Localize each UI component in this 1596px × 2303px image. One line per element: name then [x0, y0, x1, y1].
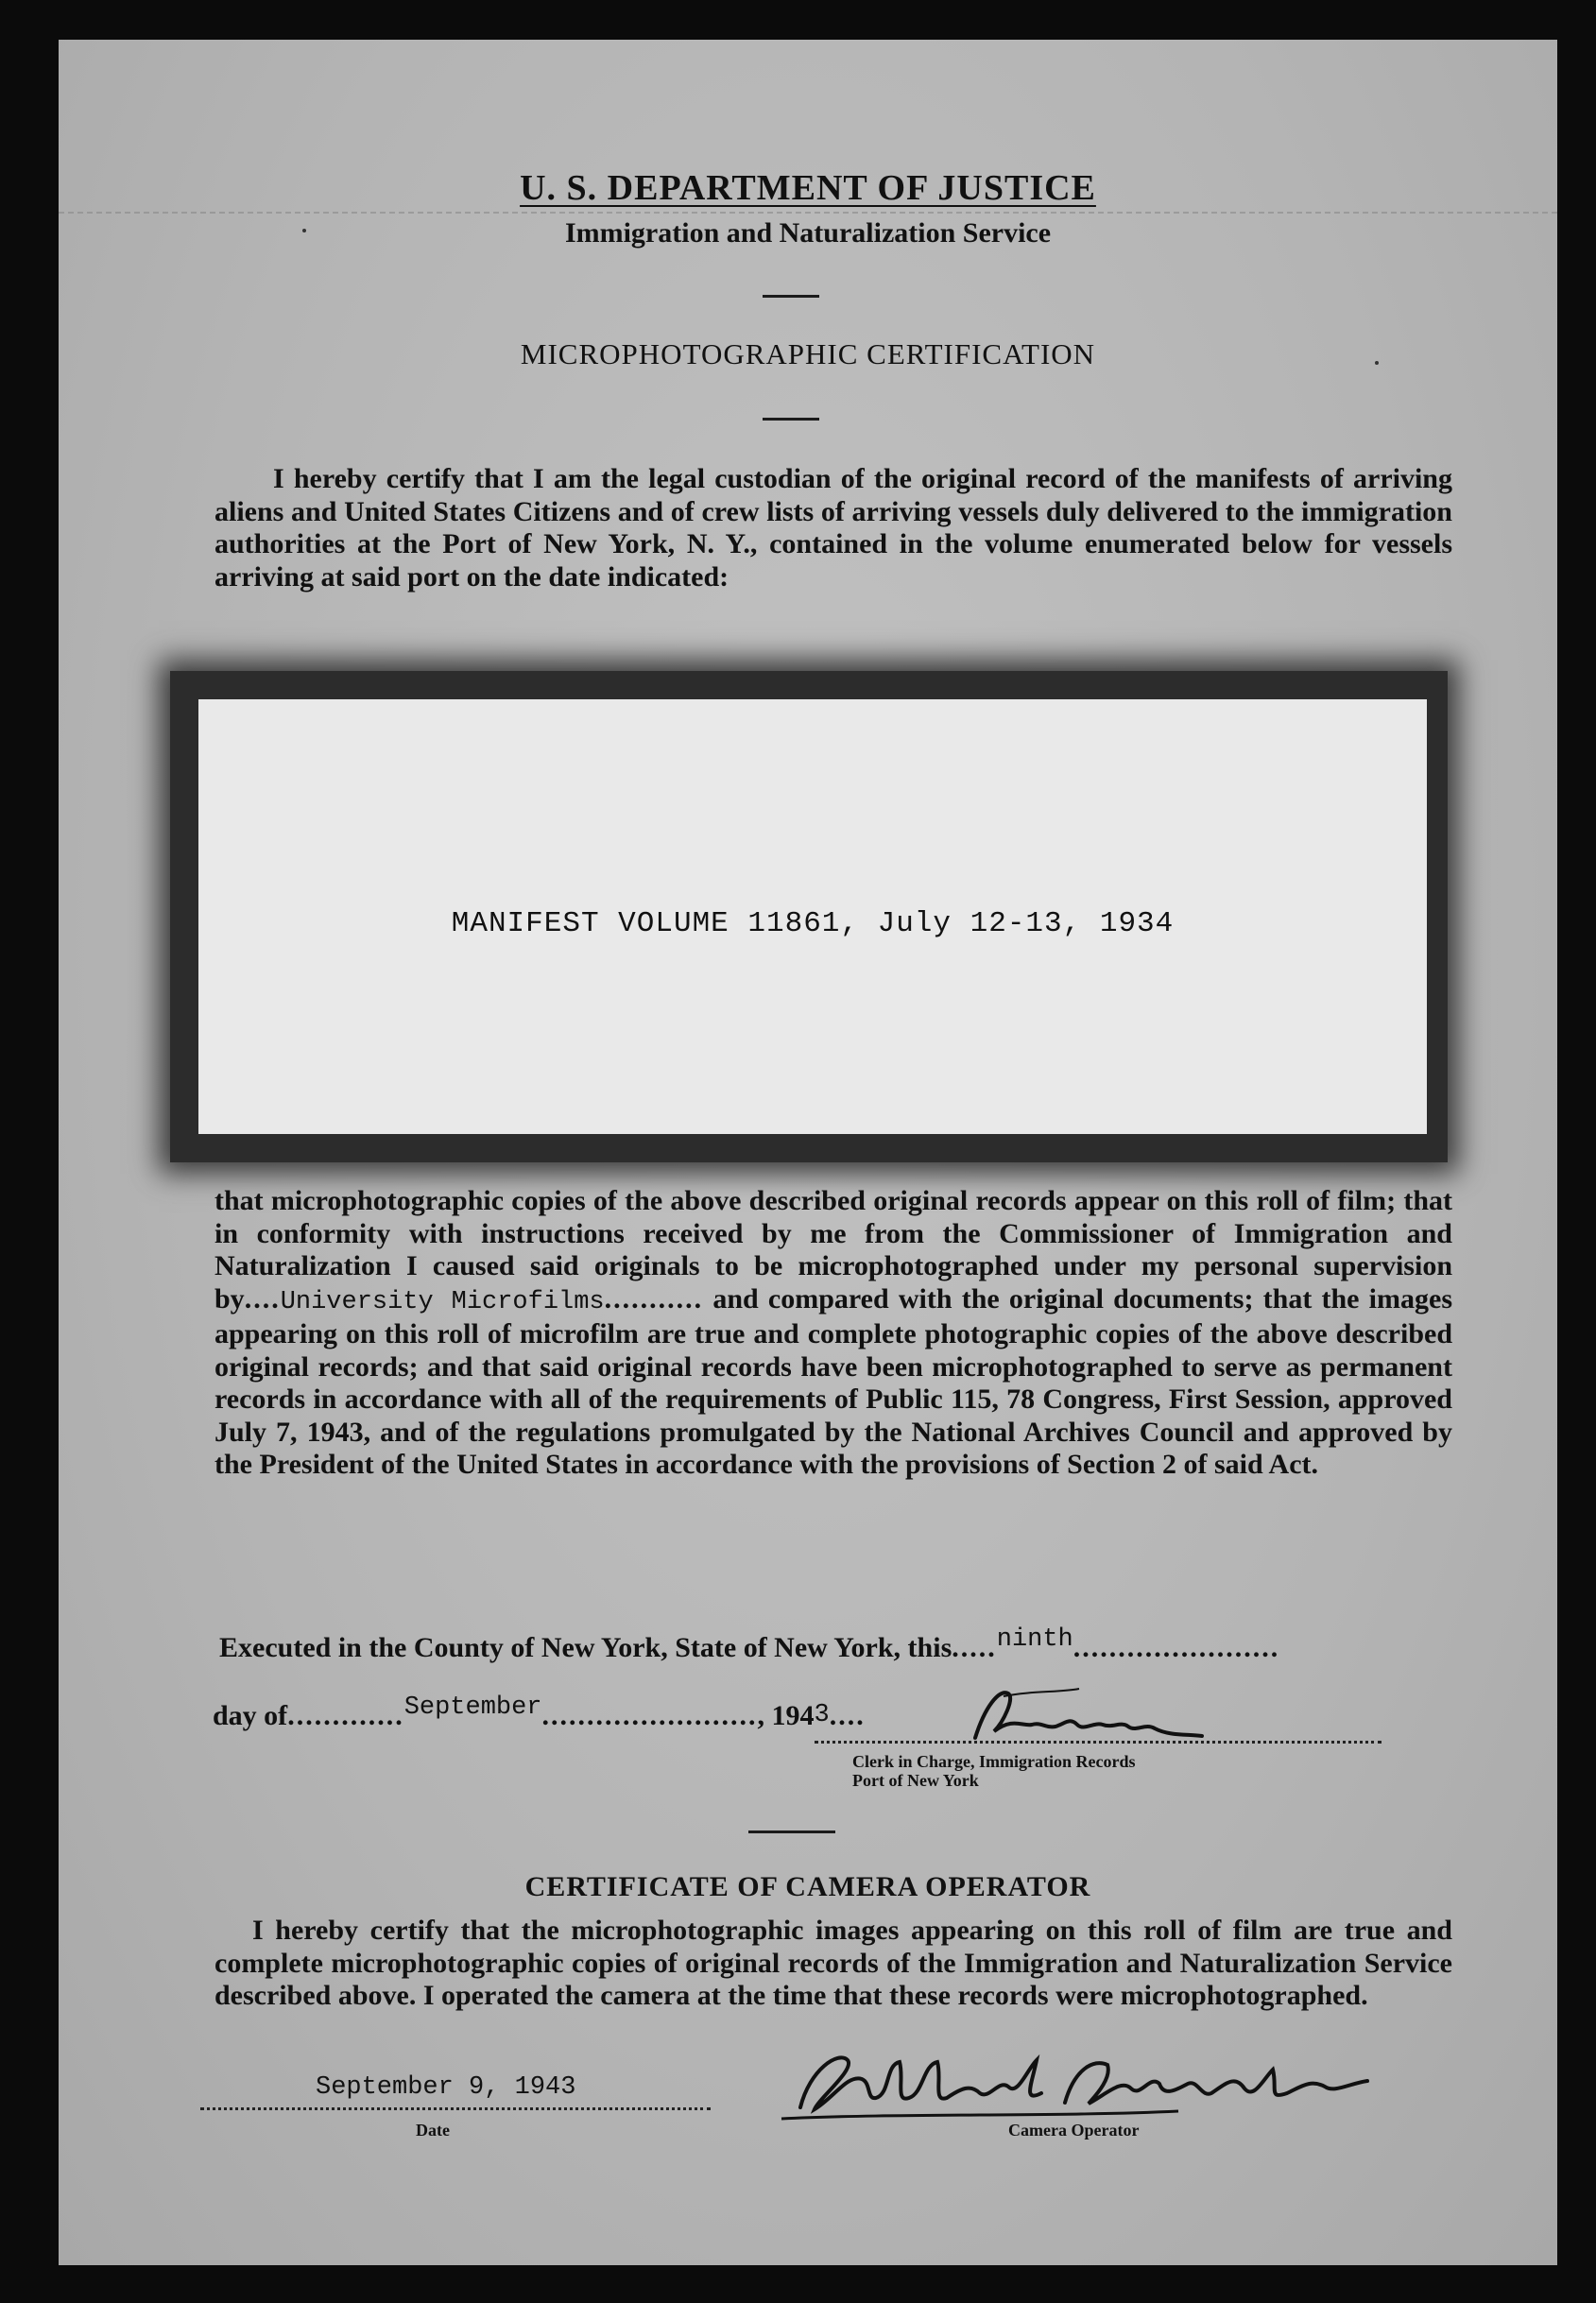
divider-top — [763, 295, 819, 298]
certification-body-end: and compared with the original documents; that the images appearing on this roll of microfilm are true and complete photographic copies of the above described original records; and that said original records have been microphotographed to serve as permanent records in accordance with all of the requirements of Public 115, 78 Congress, First Session, approved July 7, 1943, and of the regulations promulgated by the National Archives Council and approved by the President of the United States in accordance with the provisions of Section 2 of said Act. — [215, 1282, 1452, 1480]
clerk-title-line1: Clerk in Charge, Immigration Records — [852, 1752, 1136, 1771]
department-heading: U. S. DEPARTMENT OF JUSTICE — [520, 168, 1096, 208]
clerk-title-line2: Port of New York — [852, 1771, 979, 1790]
camera-operator-title: CERTIFICATE OF CAMERA OPERATOR — [524, 1871, 1091, 1902]
fold-line — [59, 212, 1557, 215]
executed-text: Executed in the County of New York, State of New York, this — [219, 1632, 952, 1663]
month-value: September — [403, 1693, 542, 1722]
certification-body-start: that microphotographic copies of the above described original records appear on this roll of film; that in conformity with instructions received by me from the Commissioner of Immigration and Naturalization I caused said originals to be microphotographed under my personal supervision by — [215, 1185, 1452, 1315]
clerk-signature-image — [966, 1679, 1211, 1760]
divider-bottom — [748, 1830, 835, 1833]
day-of-label: day of — [213, 1700, 288, 1731]
volume-card — [170, 671, 1448, 1162]
year-prefix: , 194 — [757, 1700, 815, 1731]
camera-operator-label: Camera Operator — [1008, 2121, 1140, 2140]
camera-operator-statement: I hereby certify that the microphotographic images appearing on this roll of film are true and complete microphotographic copies of original records of the Immigration and Naturalization Service described above. I operated the camera at the time that these records were microphotographed. — [215, 1915, 1452, 2011]
photographer-name: University Microfilms — [280, 1287, 605, 1316]
year-suffix: 3 — [814, 1701, 830, 1729]
volume-card-paper — [198, 699, 1427, 1134]
camera-date-value: September 9, 1943 — [316, 2073, 576, 2102]
divider-mid — [763, 418, 819, 421]
executed-line: Executed in the County of New York, State of New York, this.....ninth....................... — [219, 1625, 1280, 1663]
date-line: day of.............September........................, 1943.... — [213, 1693, 866, 1731]
date-signature-line — [200, 2107, 711, 2110]
certification-body: that microphotographic copies of the above described original records appear on this roll of film; that in conformity with instructions received by me from the Commissioner of Immigration and Naturalization I caused said originals to be microphotographed under my personal supervision by....University Microfilms........... and compared with the original documents; that the images appearing on this roll of microfilm are true and complete photographic copies of the above described original records; and that said original records have been microphotographed to serve as permanent records in accordance with all of the requirements of Public 115, 78 Congress, First Session, approved July 7, 1943, and of the regulations promulgated by the National Archives Council and approved by the President of the United States in accordance with the provisions of Section 2 of said Act. — [215, 1185, 1452, 1480]
camera-operator-signature-image — [781, 2041, 1386, 2131]
certificate-sheet — [59, 40, 1557, 2265]
custodian-statement: I hereby certify that I am the legal custodian of the original record of the manifests of arriving aliens and United States Citizens and of crew lists of arriving vessels duly delivered to the immigration authorities at the Port of New York, N. Y., contained in the volume enumerated below for vessels arriving at said port on the date indicated: — [215, 463, 1452, 593]
certification-title: MICROPHOTOGRAPHIC CERTIFICATION — [520, 337, 1096, 370]
speck — [1375, 361, 1379, 365]
clerk-title — [852, 1752, 1135, 1790]
camera-date-label: Date — [416, 2121, 450, 2140]
service-heading: Immigration and Naturalization Service — [564, 217, 1052, 249]
executed-day: ninth — [996, 1625, 1073, 1654]
manifest-volume-label: MANIFEST VOLUME 11861, July 12-13, 1934 — [451, 907, 1175, 940]
speck — [302, 229, 306, 232]
